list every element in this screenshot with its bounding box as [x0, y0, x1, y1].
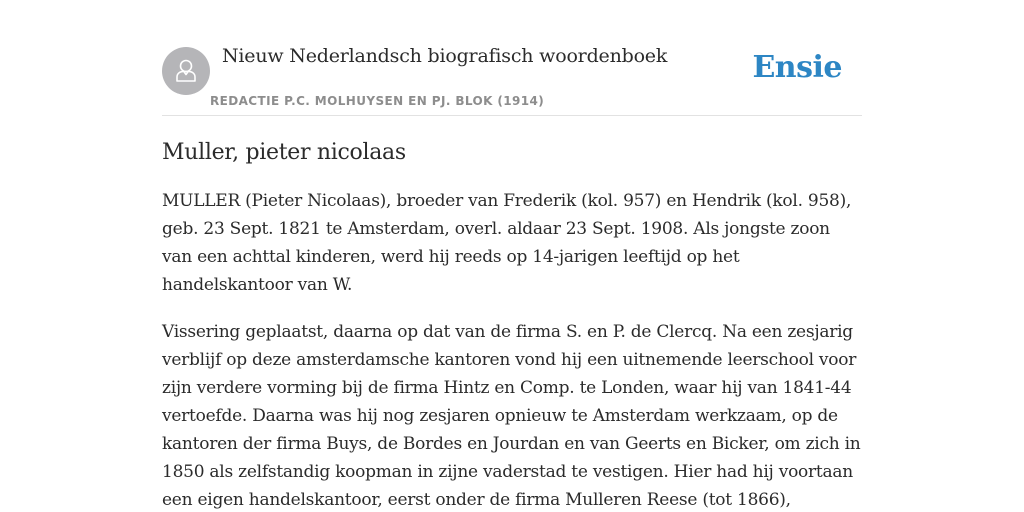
article-paragraph-2: Vissering geplaatst, daarna op dat van de firma S. en P. de Clercq. Na een zesjarig verblijf op deze amsterdamsche kantoren vond hij een uitnemende leerschool voor zijn verdere vorming bij de firma Hintz en Comp. te Londen, waar hij van 1841-44 vertoefde. Daarna was hij nog zesjaren opnieuw te Amsterdam werkzaam, op de kantoren der firma Buys, de Bordes en Jourdan en van Geerts en Bicker, om zich in 1850 als zelfstandig koopman in zijne vaderstad te vestigen. Hier had hij voortaan een eigen handelskantoor, eerst onder de firma Mulleren Reese (tot 1866),	[162, 322, 861, 510]
user-icon	[162, 47, 210, 95]
content	[162, 0, 862, 512]
article-paragraph-1: MULLER (Pieter Nicolaas), broeder van Frederik (kol. 957) en Hendrik (kol. 958), geb. 23 Sept. 1821 te Amsterdam, overl. aldaar 23 Sept. 1908. Als jongste zoon van een achttal kinderen, werd hij reeds op 14-jarigen leeftijd op het handelskantoor van W.	[162, 191, 852, 295]
book-editors: REDACTIE P.C. MOLHUYSEN EN PJ. BLOK (1914)	[210, 94, 545, 108]
article-title: Muller, pieter nicolaas	[162, 140, 406, 165]
ensie-logo[interactable]: Ensie	[752, 50, 842, 85]
source-header	[162, 0, 862, 116]
book-title[interactable]: Nieuw Nederlandsch biografisch woordenboek	[222, 45, 668, 67]
